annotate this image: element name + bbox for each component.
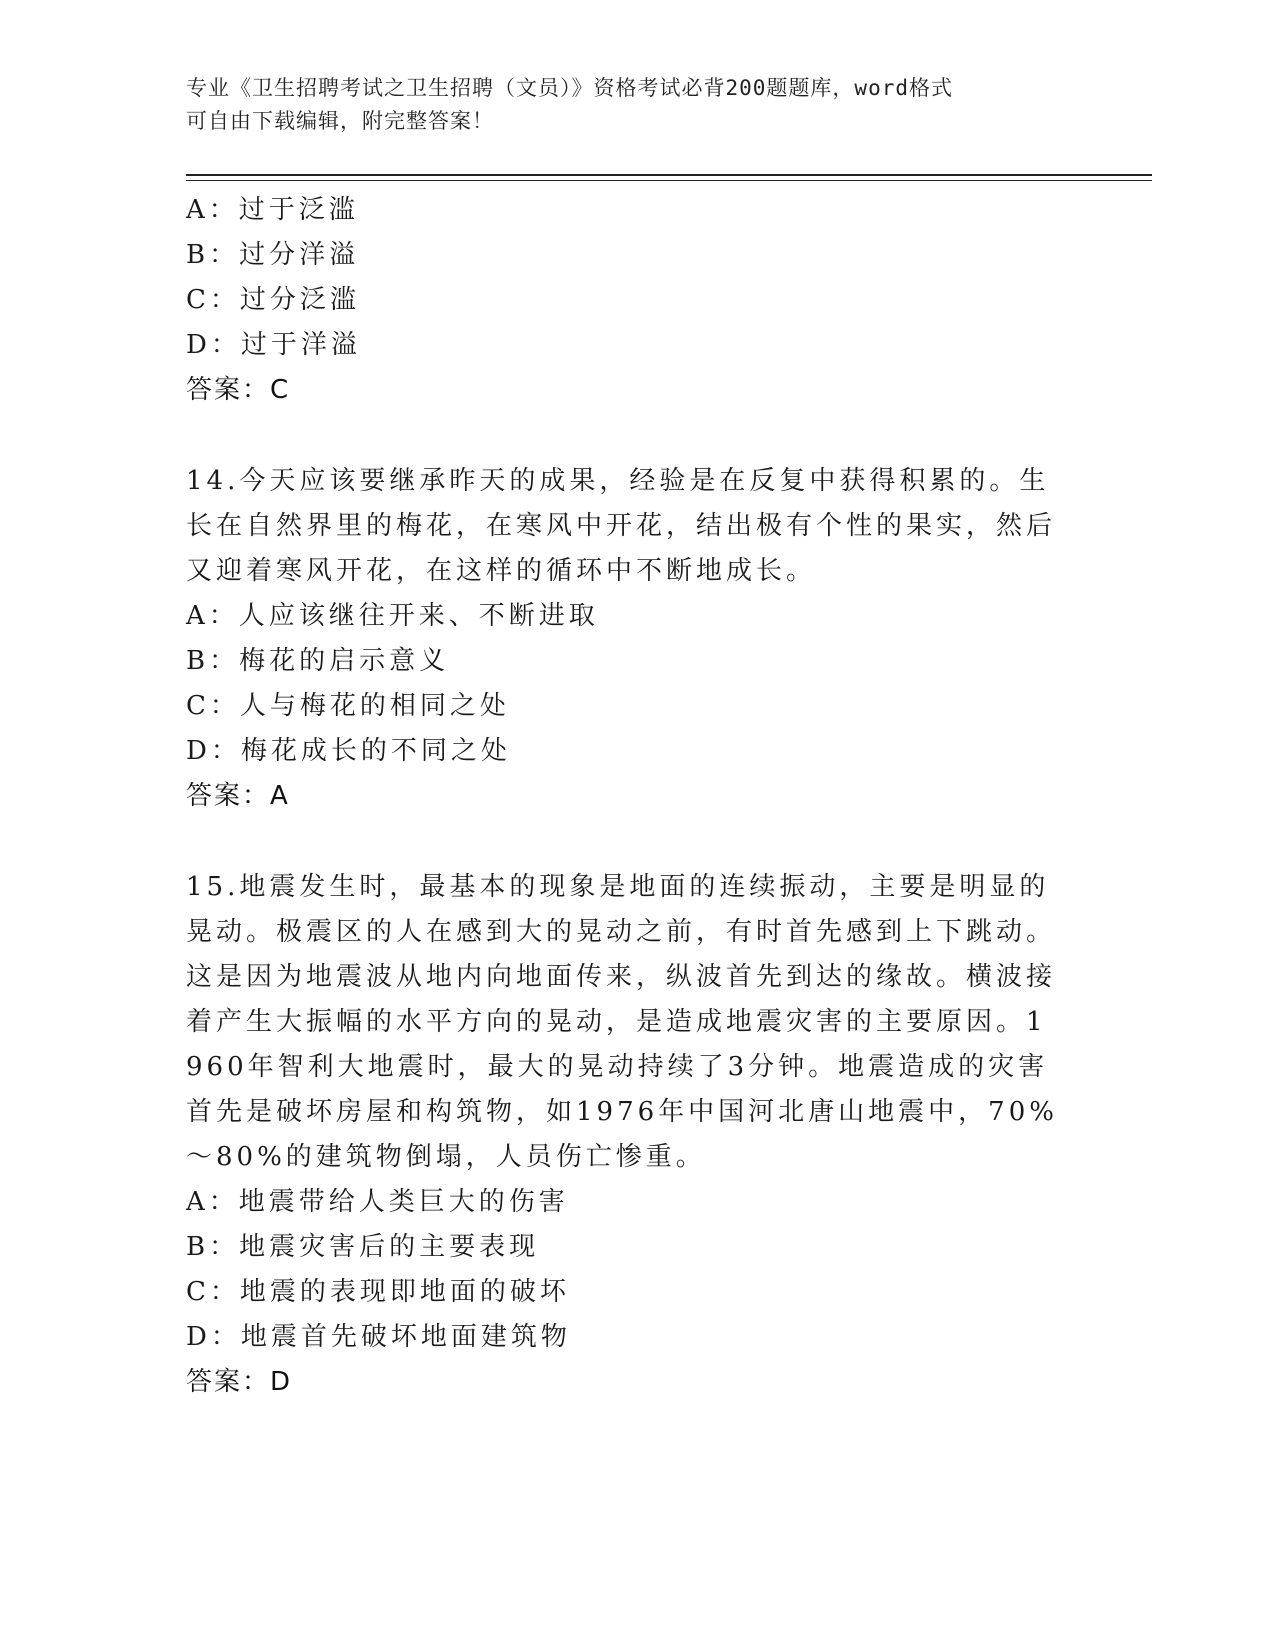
question-stem: 14.今天应该要继承昨天的成果，经验是在反复中获得积累的。生长在自然界里的梅花，在寒风中开花，结出极有个性的果实，然后又迎着寒风开花，在这样的循环中不断地成长。 [186,466,1057,586]
header-title-line-2: 可自由下载编辑，附完整答案！ [186,109,494,133]
spacer [186,819,1066,865]
option-c: C：人与梅花的相同之处 [186,691,510,721]
answer-line: 答案：D [186,1367,293,1397]
option-b: B：梅花的启示意义 [186,646,450,676]
answer-line: 答案：C [186,375,291,405]
document-body [186,188,1066,1405]
header-divider-thin [186,180,1152,181]
option-a: A：地震带给人类巨大的伤害 [186,1187,569,1217]
option-b: B：地震灾害后的主要表现 [186,1232,540,1262]
answer-line: 答案：A [186,781,290,811]
header-divider-thick [186,174,1152,176]
option-c: C：过分泛滥 [186,285,360,315]
question-13 [186,188,1066,413]
spacer [186,413,1066,459]
option-d: D：地震首先破坏地面建筑物 [186,1322,571,1352]
document-header [186,72,1086,138]
option-a: A：人应该继往开来、不断进取 [186,601,599,631]
option-d: D：梅花成长的不同之处 [186,736,511,766]
option-b: B：过分洋溢 [186,240,360,270]
option-a: A：过于泛滥 [186,195,359,225]
header-title-line-1: 专业《卫生招聘考试之卫生招聘（文员）》资格考试必背200题题库，word格式 [186,76,953,100]
question-14 [186,459,1066,819]
question-stem: 15.地震发生时，最基本的现象是地面的连续振动，主要是明显的晃动。极震区的人在感到大的晃动之前，有时首先感到上下跳动。这是因为地震波从地内向地面传来，纵波首先到达的缘故。横波接着产生大振幅的水平方向的晃动，是造成地震灾害的主要原因。1960年智利大地震时，最大的晃动持续了3分钟。地震造成的灾害首先是破坏房屋和构筑物，如1976年中国河北唐山地震中，70%～80%的建筑物倒塌，人员伤亡惨重。 [186,872,1058,1172]
question-15 [186,865,1066,1405]
option-c: C：地震的表现即地面的破坏 [186,1277,570,1307]
option-d: D：过于洋溢 [186,330,361,360]
